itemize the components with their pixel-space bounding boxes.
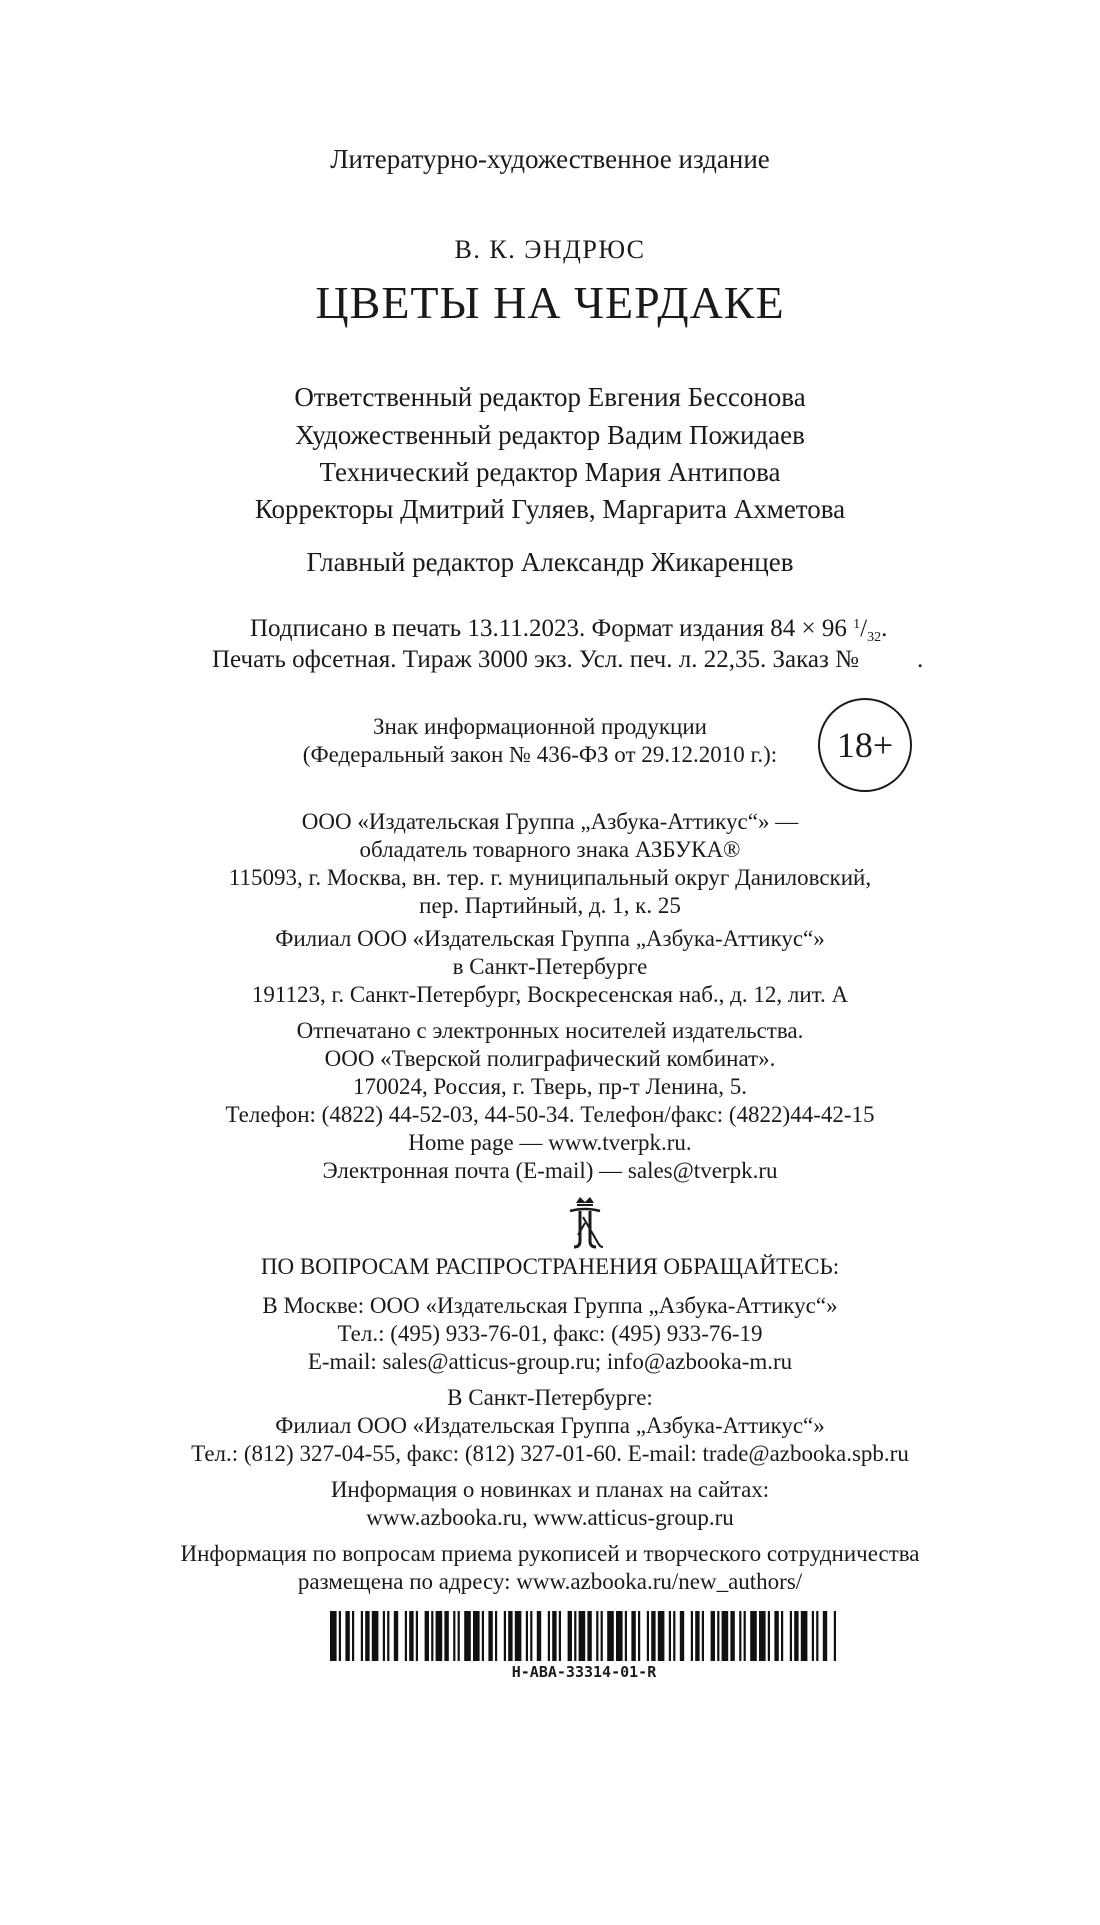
- barcode-bar: [596, 1611, 598, 1661]
- barcode-bar: [387, 1611, 389, 1661]
- distribution-spb-line: В Санкт-Петербурге:: [447, 1385, 653, 1410]
- distribution-moscow-line: В Москве: ООО «Издательская Группа „Азбука-Аттикус“»: [262, 1293, 838, 1318]
- barcode-bar: [495, 1611, 497, 1661]
- barcode-image: [330, 1611, 838, 1661]
- barcode-bar: [552, 1611, 556, 1661]
- barcode-bar: [515, 1611, 522, 1661]
- barcode-bar: [601, 1611, 603, 1661]
- printer-line: Home page — www.tverpk.ru.: [408, 1130, 692, 1155]
- barcode-bar: [744, 1611, 746, 1661]
- barcode-bar: [352, 1611, 354, 1661]
- barcode-bar: [431, 1611, 433, 1661]
- barcode-bar: [816, 1611, 818, 1661]
- barcode-bar: [702, 1611, 704, 1661]
- distribution-heading: ПО ВОПРОСАМ РАСПРОСТРАНЕНИЯ ОБРАЩАЙТЕСЬ:: [260, 1254, 840, 1279]
- print-info-line2: [212, 645, 923, 675]
- barcode-bar: [383, 1611, 385, 1661]
- barcode-bar: [607, 1611, 614, 1661]
- art-editor-credit: Художественный редактор Вадим Пожидаев: [295, 420, 805, 450]
- print-info-text: Подписано в печать 13.11.2023. Формат издания 84 × 96: [250, 615, 847, 642]
- author-name: В. К. ЭНДРЮС: [454, 235, 646, 264]
- printer-line: Телефон: (4822) 44-52-03, 44-50-34. Телефон/факс: (4822)44-42-15: [225, 1102, 875, 1127]
- publisher-crown-logo-icon: [566, 1195, 604, 1251]
- barcode-bar: [774, 1611, 778, 1661]
- barcode-bar: [680, 1611, 684, 1661]
- distribution-moscow-line: Тел.: (495) 933-76-01, факс: (495) 933-76-19: [337, 1321, 763, 1346]
- barcode-bar: [794, 1611, 798, 1661]
- barcode-bar: [436, 1611, 443, 1661]
- barcode-bar: [658, 1611, 665, 1661]
- barcode-bar: [504, 1611, 506, 1661]
- barcode-bar: [651, 1611, 655, 1661]
- barcode-bar: [482, 1611, 484, 1661]
- barcode-bar: [372, 1611, 379, 1661]
- barcode-bar: [458, 1611, 460, 1661]
- barcode-bar: [574, 1611, 576, 1661]
- branch-line: в Санкт-Петербурге: [452, 954, 648, 979]
- barcode-bar: [526, 1611, 528, 1661]
- barcode-bar: [361, 1611, 363, 1661]
- sites-info-line: www.azbooka.ru, www.atticus-group.ru: [366, 1505, 734, 1530]
- barcode-bar: [781, 1611, 783, 1661]
- genre-label: Литературно-художественное издание: [330, 144, 770, 174]
- format-fraction-numerator: 1: [853, 617, 861, 632]
- barcode-bar: [717, 1611, 719, 1661]
- proofreaders-credit: Корректоры Дмитрий Гуляев, Маргарита Ахметова: [254, 494, 846, 524]
- manuscripts-info-line: размещена по адресу: www.azbooka.ru/new_authors/: [297, 1569, 803, 1594]
- barcode-bar: [768, 1611, 770, 1661]
- printer-line: ООО «Тверской полиграфический комбинат».: [324, 1046, 776, 1071]
- publisher-line: ООО «Издательская Группа „Азбука-Аттикус“» —: [301, 809, 799, 834]
- branch-line: 191123, г. Санкт-Петербург, Воскресенская наб., д. 12, лит. А: [251, 982, 849, 1007]
- barcode-bar: [579, 1611, 586, 1661]
- barcode-bar: [508, 1611, 512, 1661]
- barcode-bar: [695, 1611, 699, 1661]
- barcode-bar: [739, 1611, 741, 1661]
- barcode-bar: [691, 1611, 693, 1661]
- editor-credit: Ответственный редактор Евгения Бессонова: [294, 382, 806, 412]
- book-title: ЦВЕТЫ НА ЧЕРДАКЕ: [315, 277, 785, 328]
- barcode-bar: [559, 1611, 561, 1661]
- barcode-bar: [394, 1611, 398, 1661]
- barcode-bar: [801, 1611, 808, 1661]
- chief-editor-credit: Главный редактор Александр Жикаренцев: [306, 547, 794, 577]
- barcode-code: H-ABA-33314-01-R: [511, 1663, 657, 1681]
- format-fraction-denominator: 32: [867, 630, 882, 645]
- barcode-bar: [416, 1611, 418, 1661]
- barcode-bar: [834, 1611, 836, 1661]
- barcode-bar: [464, 1611, 471, 1661]
- barcode-bar: [823, 1611, 827, 1661]
- barcode-bar: [530, 1611, 532, 1661]
- barcode-bar: [673, 1611, 675, 1661]
- format-fraction-slash: /: [860, 615, 868, 642]
- barcode-bar: [345, 1611, 349, 1661]
- age-rating-badge: 18+: [818, 698, 912, 792]
- barcode-bar: [425, 1611, 429, 1661]
- barcode-bar: [638, 1611, 640, 1661]
- barcode-bar: [790, 1611, 792, 1661]
- barcode-bar: [405, 1611, 407, 1661]
- branch-line: Филиал ООО «Издательская Группа „Азбука-Аттикус“»: [275, 926, 825, 951]
- barcode-bar: [759, 1611, 766, 1661]
- printer-line: Отпечатано с электронных носителей издательства.: [296, 1018, 804, 1043]
- distribution-spb-line: Филиал ООО «Издательская Группа „Азбука-Аттикус“»: [275, 1413, 825, 1438]
- barcode-bar: [488, 1611, 492, 1661]
- barcode-bar: [339, 1611, 341, 1661]
- publisher-line: пер. Партийный, д. 1, к. 25: [419, 893, 681, 918]
- barcode-bar: [365, 1611, 369, 1661]
- publisher-line: обладатель товарного знака АЗБУКА®: [359, 837, 741, 862]
- barcode-bar: [453, 1611, 455, 1661]
- barcode-bar: [631, 1611, 635, 1661]
- barcode-bar: [548, 1611, 550, 1661]
- distribution-spb-line: Тел.: (812) 327-04-55, факс: (812) 327-01-60. E-mail: trade@azbooka.spb.ru: [191, 1441, 909, 1466]
- tech-editor-credit: Технический редактор Мария Антипова: [319, 457, 781, 487]
- barcode-bar: [647, 1611, 649, 1661]
- manuscripts-info-line: Информация по вопросам приема рукописей и творческого сотрудничества: [180, 1541, 920, 1566]
- barcode-bar: [722, 1611, 729, 1661]
- barcode-bar: [750, 1611, 757, 1661]
- barcode-bar: [625, 1611, 627, 1661]
- barcode-bar: [616, 1611, 623, 1661]
- barcode-bar: [537, 1611, 541, 1661]
- print-info-period-2: .: [916, 646, 924, 673]
- barcode-bar: [444, 1611, 448, 1661]
- distribution-moscow-line: E-mail: sales@atticus-group.ru; info@azbooka-m.ru: [307, 1349, 793, 1374]
- printer-line: Электронная почта (E-mail) — sales@tverpk.ru: [322, 1158, 778, 1183]
- print-info-text-2: Печать офсетная. Тираж 3000 экз. Усл. печ. л. 22,35. Заказ №: [212, 646, 859, 673]
- publisher-line: 115093, г. Москва, вн. тер. г. муниципальный округ Даниловский,: [228, 865, 872, 890]
- barcode-bar: [473, 1611, 480, 1661]
- age-mark-label-2: (Федеральный закон № 436-ФЗ от 29.12.2010 г.):: [302, 742, 778, 767]
- barcode-bar: [669, 1611, 671, 1661]
- barcode-bar: [330, 1611, 337, 1661]
- age-mark-label-1: Знак информационной продукции: [373, 714, 707, 739]
- sites-info-line: Информация о новинках и планах на сайтах:: [330, 1477, 770, 1502]
- barcode-bar: [711, 1611, 715, 1661]
- barcode-bar: [730, 1611, 734, 1661]
- barcode-bar: [409, 1611, 413, 1661]
- print-info-period: .: [881, 615, 888, 642]
- printer-line: 170024, Россия, г. Тверь, пр-т Ленина, 5.: [352, 1074, 748, 1099]
- barcode-bar: [587, 1611, 591, 1661]
- barcode-bar: [812, 1611, 814, 1661]
- barcode-bar: [568, 1611, 572, 1661]
